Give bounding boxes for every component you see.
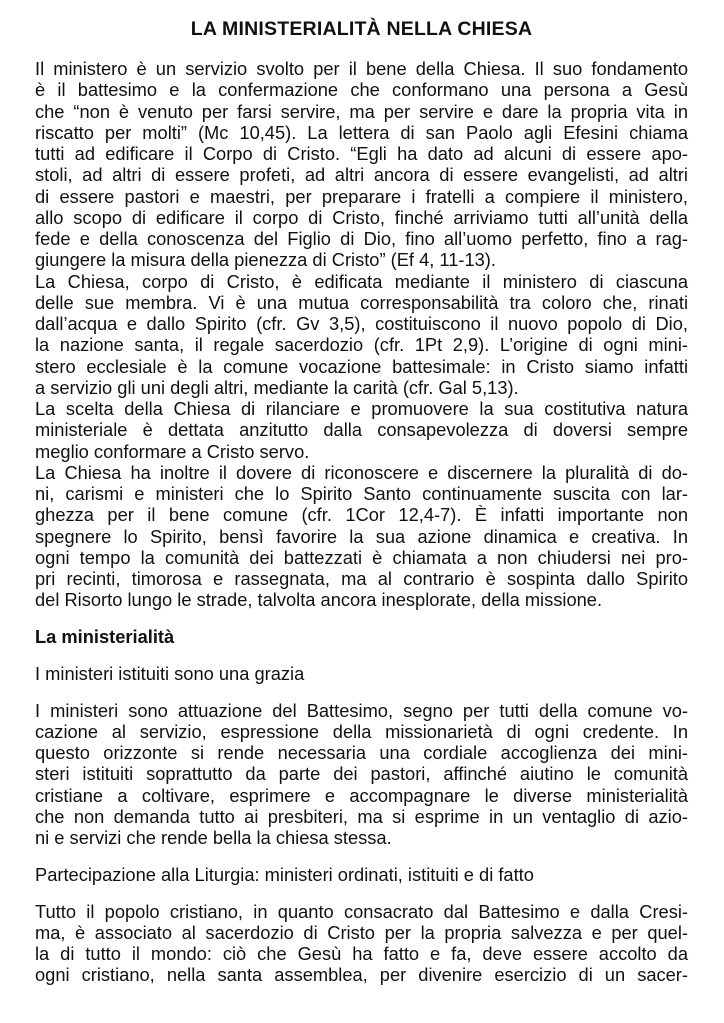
text-line: ghezza per il bene comune (cfr. 1Cor 12,4-7). È infatti importante non: [35, 504, 688, 526]
text-line: stero ecclesiale è la comune vocazione battesimale: in Cristo siamo infatti: [35, 355, 688, 377]
text-line: ni, carismi e ministeri che lo Spirito Santo continuamente suscita con lar-: [35, 483, 688, 504]
page-title: LA MINISTERIALITÀ NELLA CHIESA: [190, 18, 533, 40]
text-line: Tutto il popolo cristiano, in quanto consacrato dal Battesimo e dalla Cresi-: [35, 900, 688, 922]
text-line: questo orizzonte si rende necessaria una cordiale accoglienza dei mini-: [35, 742, 688, 763]
text-line: tutti ad edificare il Corpo di Cristo. “Egli ha dato ad alcuni di essere apo-: [35, 143, 688, 164]
text-line: ni e servizi che rende bella la chiesa stessa.: [35, 827, 392, 848]
text-line: allo scopo di edificare il corpo di Cristo, finché arriviamo tutti all’unità della: [35, 206, 688, 228]
text-line: ogni cristiano, nella santa assemblea, per divenire esercizio di un sacer-: [35, 964, 688, 986]
paragraph: [35, 58, 688, 271]
paragraph: [35, 700, 688, 849]
text-line: meglio conformare a Cristo servo.: [35, 440, 310, 462]
text-line: la di tutto il mondo: ciò che Gesù ha fatto e fa, deve essere accolto da: [35, 943, 688, 964]
text-line: giungere la misura della pienezza di Cristo” (Ef 4, 11-13).: [35, 249, 496, 271]
paragraph: [35, 398, 688, 462]
text-line: che non demanda tutto ai presbiteri, ma si esprime in un ventaglio di azio-: [35, 805, 688, 827]
text-line: è il battesimo e la confermazione che conformano una persona a Gesù: [35, 79, 688, 101]
text-line: ma, è associato al sacerdozio di Cristo per la propria salvezza e per quel-: [35, 921, 688, 943]
text-line: dall’acqua e dallo Spirito (cfr. Gv 3,5), costituiscono il nuovo popolo di Dio,: [35, 313, 688, 334]
section-subheading: I ministeri istituiti sono una grazia: [35, 662, 305, 684]
text-line: La Chiesa, corpo di Cristo, è edificata mediante il ministero di ciascuna: [35, 270, 688, 292]
paragraph: [35, 271, 688, 399]
text-line: di essere pastori e maestri, per preparare i fratelli a compiere il ministero,: [35, 185, 688, 207]
paragraph: [35, 462, 688, 611]
text-line: cristiane a coltivare, esprimere e accompagnare le diverse ministerialità: [35, 784, 688, 806]
text-line: I ministeri sono attuazione del Battesimo, segno per tutti della comune vo-: [35, 699, 688, 721]
text-line: cazione al servizio, espressione della missionarietà di ogni credente. In: [35, 720, 688, 742]
text-line: spegnere lo Spirito, bensì favorire la sua azione dinamica e creativa. In: [35, 525, 688, 547]
text-line: pri recinti, timorosa e rassegnata, ma al contrario è sospinta dallo Spirito: [35, 568, 688, 589]
document-body: [35, 58, 688, 986]
text-line: riscatto per molti” (Mc 10,45). La lettera di san Paolo agli Efesini chiama: [35, 121, 688, 143]
text-line: stoli, ad altri di essere profeti, ad altri ancora di essere evangelisti, ad altri: [35, 164, 688, 186]
text-line: del Risorto lungo le strade, talvolta ancora inesplorate, della missione.: [35, 589, 603, 611]
text-line: a servizio gli uni degli altri, mediante la carità (cfr. Gal 5,13).: [35, 376, 519, 398]
section-subheading: Partecipazione alla Liturgia: ministeri ordinati, istituiti e di fatto: [35, 863, 534, 885]
text-line: ministeriale è dettata anzitutto dalla consapevolezza di doversi sempre: [35, 419, 688, 441]
text-line: delle sue membra. Vi è una mutua corresponsabilità tra coloro che, rinati: [35, 291, 688, 313]
text-line: che “non è venuto per farsi servire, ma per servire e dare la propria vita in: [35, 100, 688, 122]
text-line: ogni tempo la comunità dei battezzati è chiamata a non chiudersi nei pro-: [35, 546, 688, 568]
text-line: La Chiesa ha inoltre il dovere di riconoscere e discernere la pluralità di do-: [35, 461, 688, 483]
text-line: steri istituiti soprattutto da parte dei pastori, affinché aiutino le comunità: [35, 763, 688, 785]
text-line: fede e della conoscenza del Figlio di Dio, fino all’uomo perfetto, fino a rag-: [35, 228, 688, 249]
text-line: Il ministero è un servizio svolto per il bene della Chiesa. Il suo fondamento: [35, 58, 688, 79]
section-heading: La ministerialità: [35, 626, 175, 647]
text-line: La scelta della Chiesa di rilanciare e promuovere la sua costitutiva natura: [35, 398, 688, 419]
text-line: la nazione santa, il regale sacerdozio (cfr. 1Pt 2,9). L’origine di ogni mini-: [35, 334, 688, 356]
paragraph: [35, 901, 688, 986]
